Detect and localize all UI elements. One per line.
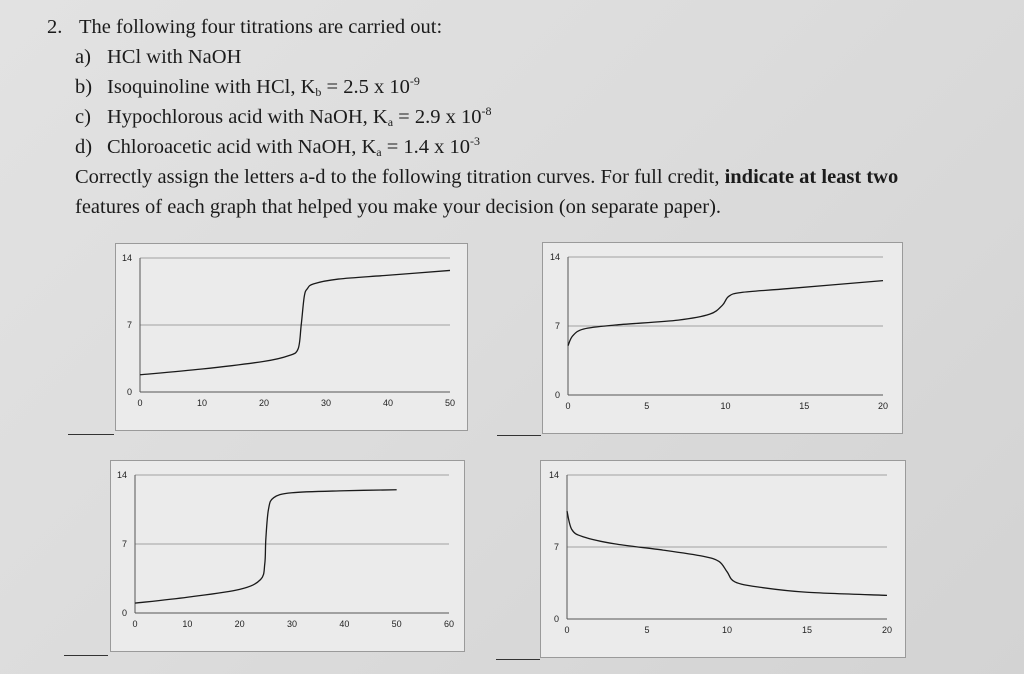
- y-tick-label: 0: [554, 390, 560, 400]
- instruction-text: Correctly assign the letters a-d to the following titration curves. For full credit,: [75, 166, 725, 188]
- item-subscript: a: [387, 115, 394, 129]
- item-letter: b): [75, 76, 93, 98]
- x-tick-label: 10: [182, 619, 193, 629]
- item-exponent: -3: [470, 134, 481, 148]
- x-tick-label: 15: [799, 401, 810, 411]
- chart-svg: [541, 461, 905, 657]
- item-letter: a): [75, 46, 91, 68]
- x-tick-label: 10: [721, 625, 733, 635]
- item-text: HCl with NaOH: [107, 46, 242, 68]
- titration-curve: [135, 490, 397, 603]
- instruction-text: features of each graph that helped you make your decision (on separate paper).: [75, 196, 722, 218]
- y-tick-label: 7: [121, 539, 127, 549]
- x-tick-label: 60: [443, 619, 455, 629]
- item-d: [47, 132, 898, 162]
- item-letter: d): [75, 136, 93, 158]
- question-intro-text: The following four titrations are carried out:: [79, 16, 443, 38]
- x-tick-label: 20: [258, 398, 270, 408]
- y-tick-label: 14: [121, 253, 132, 263]
- titration-curve: [140, 270, 450, 374]
- question-block: [47, 12, 898, 222]
- x-tick-label: 40: [339, 619, 350, 629]
- titration-curve: [568, 281, 883, 346]
- chart-svg: [111, 461, 464, 651]
- x-tick-label: 20: [234, 619, 245, 629]
- item-exponent: -8: [481, 104, 492, 118]
- chart-svg: [116, 244, 467, 430]
- answer-blank-1[interactable]: [68, 434, 114, 435]
- item-value: = 2.9 x 10: [393, 106, 482, 128]
- y-tick-label: 7: [553, 542, 559, 552]
- item-subscript: a: [376, 145, 382, 159]
- item-b: [47, 72, 898, 102]
- x-tick-label: 20: [877, 401, 889, 411]
- y-tick-label: 0: [126, 387, 132, 397]
- titration-curve: [567, 511, 887, 595]
- x-tick-label: 15: [801, 625, 813, 635]
- x-tick-label: 40: [382, 398, 394, 408]
- titration-graph-2: [542, 242, 903, 434]
- answer-blank-3[interactable]: [64, 655, 108, 656]
- item-text: Isoquinoline with HCl, K: [107, 76, 316, 98]
- y-tick-label: 14: [116, 470, 127, 480]
- x-tick-label: 10: [720, 401, 731, 411]
- y-tick-label: 0: [121, 608, 127, 618]
- item-value: = 2.5 x 10: [321, 76, 410, 98]
- y-tick-label: 14: [548, 470, 559, 480]
- x-tick-label: 30: [320, 398, 332, 408]
- item-letter: c): [75, 106, 91, 128]
- item-subscript: b: [315, 85, 322, 99]
- x-tick-label: 10: [196, 398, 208, 408]
- titration-graph-1: [115, 243, 468, 431]
- instruction-line-1: [47, 162, 898, 192]
- question-intro: [47, 12, 898, 42]
- x-tick-label: 20: [881, 625, 893, 635]
- answer-blank-4[interactable]: [496, 659, 540, 660]
- x-tick-label: 5: [644, 401, 650, 411]
- answer-blank-2[interactable]: [497, 435, 541, 436]
- x-tick-label: 50: [444, 398, 456, 408]
- titration-graph-4: [540, 460, 906, 658]
- item-a: [47, 42, 898, 72]
- instruction-emphasis: indicate at least two: [724, 166, 899, 188]
- y-tick-label: 0: [553, 614, 559, 624]
- instruction-line-2: [47, 192, 898, 222]
- item-text: Chloroacetic acid with NaOH, K: [107, 136, 377, 158]
- x-tick-label: 0: [132, 619, 138, 629]
- chart-svg: [543, 243, 902, 433]
- x-tick-label: 50: [391, 619, 402, 629]
- y-tick-label: 14: [549, 252, 560, 262]
- question-number: 2.: [47, 16, 63, 38]
- y-tick-label: 7: [554, 321, 560, 331]
- y-tick-label: 7: [126, 320, 132, 330]
- item-c: [47, 102, 898, 132]
- x-tick-label: 0: [565, 401, 571, 411]
- x-tick-label: 5: [644, 625, 650, 635]
- x-tick-label: 30: [286, 619, 298, 629]
- x-tick-label: 0: [564, 625, 570, 635]
- titration-graph-3: [110, 460, 465, 652]
- item-exponent: -9: [409, 74, 420, 88]
- item-text: Hypochlorous acid with NaOH, K: [107, 106, 388, 128]
- item-value: = 1.4 x 10: [381, 136, 471, 158]
- x-tick-label: 0: [137, 398, 143, 408]
